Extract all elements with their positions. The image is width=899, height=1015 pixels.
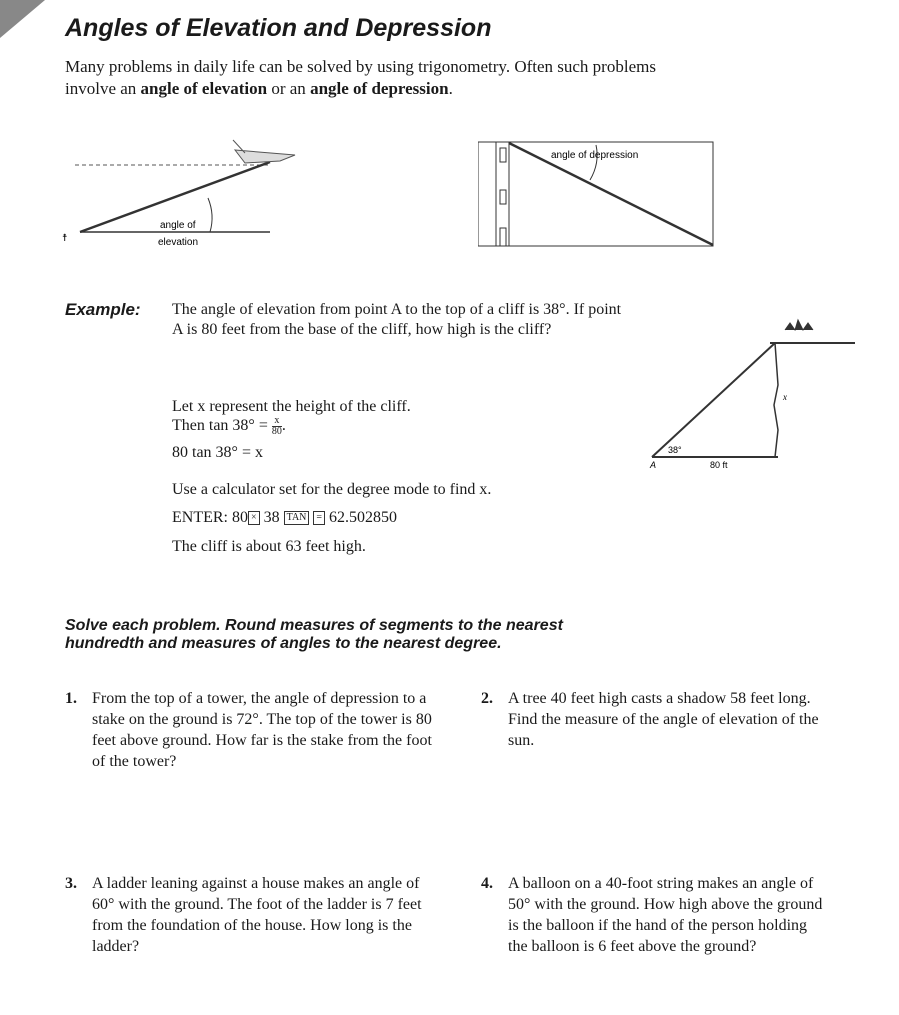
example-label: Example:: [65, 300, 141, 319]
elevation-label: angle of: [160, 220, 196, 231]
equals-key-icon: =: [313, 511, 325, 525]
example-problem: The angle of elevation from point A to the top of a cliff is 38°. If point A is 80 feet from the base of the cliff, how high is the cliff?: [172, 301, 622, 338]
problem-number: 3.: [65, 875, 77, 892]
example-calc-note: Use a calculator set for the degree mode to find x.: [172, 481, 492, 498]
example-let: Let x represent the height of the cliff.: [172, 398, 411, 415]
cliff-diagram: [640, 305, 860, 475]
problem-text: A ladder leaning against a house makes an angle of 60° with the ground. The foot of the ladder is 7 feet from the foundation of the house. How long is the ladder?: [92, 875, 422, 955]
problem-1: [65, 688, 432, 772]
base-label: 80 ft: [710, 460, 728, 470]
then-text: Then tan 38° =: [172, 417, 268, 435]
depression-diagram: [478, 138, 718, 250]
airplane-icon: [233, 140, 295, 163]
elevation-diagram: [55, 135, 315, 255]
example-then: Then tan 38° = $\frac{x}{80}$ .: [172, 415, 286, 437]
intro-text: or an: [267, 79, 311, 98]
height-label: x: [783, 392, 787, 402]
page-title: Angles of Elevation and Depression: [65, 14, 492, 42]
enter-text: 38: [263, 509, 280, 526]
problem-3: [65, 873, 422, 957]
problem-2: [481, 688, 828, 751]
term-elevation: angle of elevation: [140, 79, 268, 98]
problem-4: [481, 873, 828, 957]
intro-paragraph: [65, 56, 665, 100]
intro-text: Many problems in daily life can be solved by using trigonometry. Often such problems involve an: [65, 57, 656, 98]
times-key-icon: ×: [248, 511, 260, 525]
problem-text: A tree 40 feet high casts a shadow 58 feet long. Find the measure of the angle of elevation of the sun.: [508, 690, 819, 749]
calc-result: 62.502850: [329, 509, 398, 526]
trees-icon: [785, 320, 813, 330]
frac-den: 80: [271, 426, 282, 437]
depression-label: angle of depression: [551, 150, 639, 161]
problem-number: 1.: [65, 690, 77, 707]
example-enter: [172, 508, 397, 528]
intro-text: .: [448, 79, 453, 98]
tan-key-icon: TAN: [284, 511, 310, 525]
fraction: [272, 416, 282, 437]
elevation-label: elevation: [158, 237, 199, 248]
point-a-label: A: [650, 460, 657, 470]
instructions: Solve each problem. Round measures of segments to the nearest hundredth and measures of angles to the nearest degree.: [65, 617, 563, 652]
problem-text: From the top of a tower, the angle of depression to a stake on the ground is 72°. The top of the tower is 80 feet above ground. How far is the stake from the foot of the tower?: [92, 690, 432, 770]
term-depression: angle of depression: [310, 79, 449, 98]
problem-number: 2.: [481, 690, 493, 707]
frac-num: x: [272, 416, 282, 427]
problem-text: A balloon on a 40-foot string makes an angle of 50° with the ground. How high above the ground is the balloon if the hand of the person holding the balloon is 6 feet above the ground?: [508, 875, 823, 955]
angle-label: 38°: [668, 445, 682, 455]
corner-tab-decoration: [0, 0, 45, 38]
problem-number: 4.: [481, 875, 493, 892]
example-equation: 80 tan 38° = x: [172, 444, 263, 461]
enter-text: ENTER: 80: [172, 509, 248, 526]
person-icon: ☨: [62, 233, 68, 244]
example-answer: The cliff is about 63 feet high.: [172, 538, 366, 555]
